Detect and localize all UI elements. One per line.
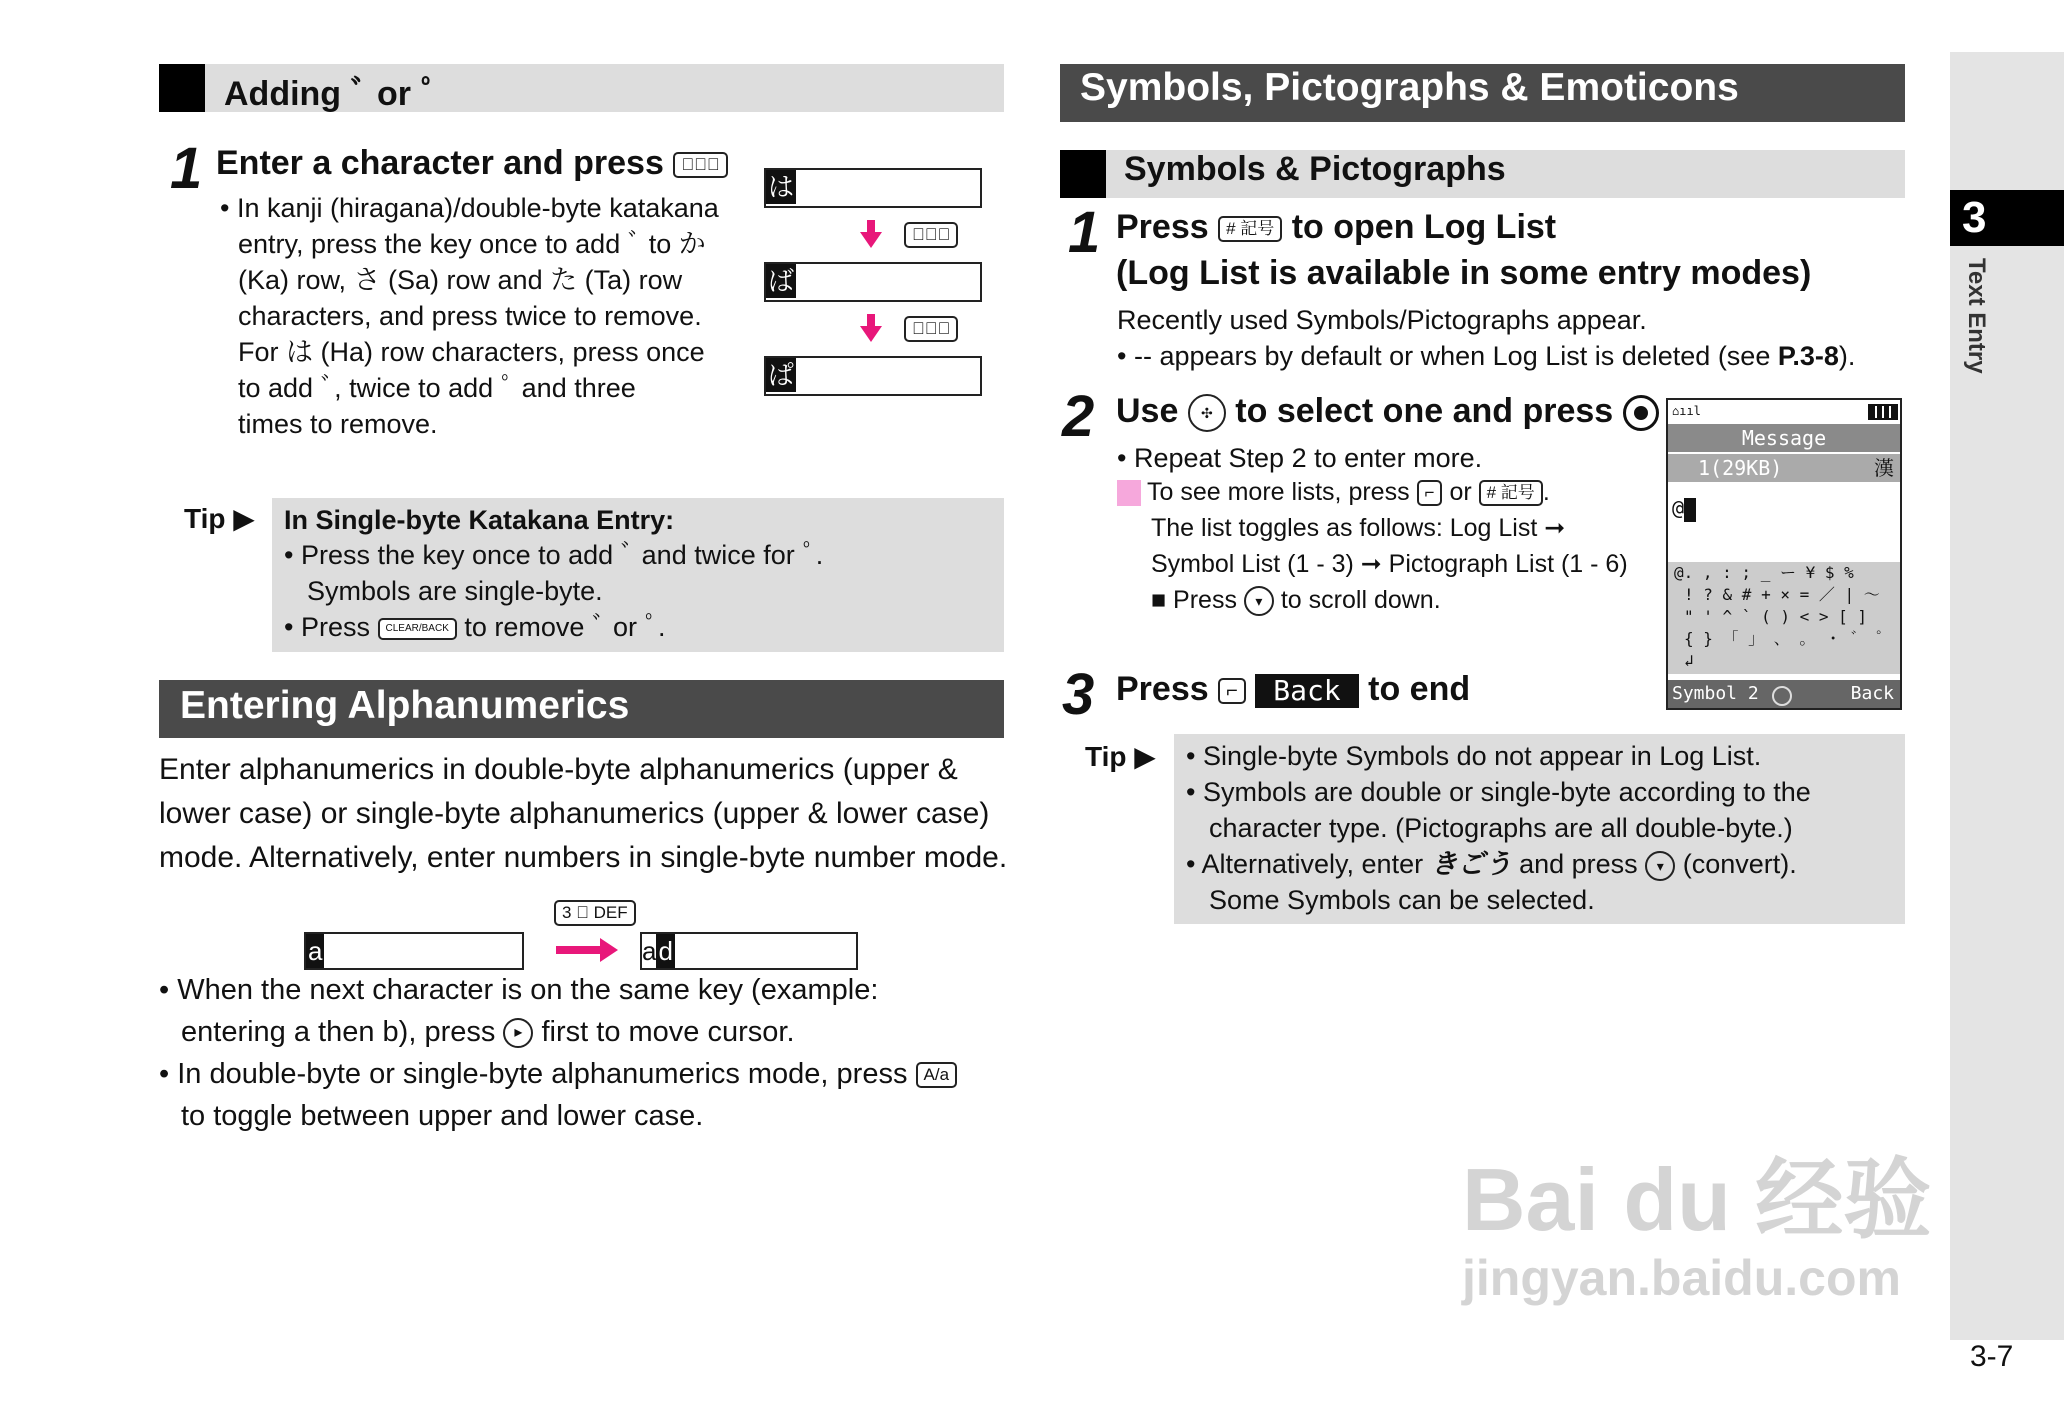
step1-text: to add ﾞ, twice to add ﾟ and three [238, 373, 636, 403]
step-title: Use ✣ to select one and press [1116, 392, 1659, 432]
grid-row: @. , : ; _ ー ¥ $ % [1674, 563, 1854, 582]
chapter-label: Text Entry [1963, 258, 1990, 374]
down-nav-icon: ▾ [1645, 851, 1675, 881]
multi-selector-icon: ✣ [1188, 394, 1226, 432]
center-key-icon [1623, 395, 1659, 431]
step-title-text: Enter a character and press [216, 144, 664, 182]
down-arrow-icon [860, 232, 882, 248]
step-title-2: (Log List is available in some entry modes) [1116, 254, 1812, 292]
step-text: • Repeat Step 2 to enter more. [1117, 443, 1483, 473]
step1-text: In kanji (hiragana)/double-byte katakana [236, 193, 719, 223]
step-text: ■ Press ▾ to scroll down. [1151, 582, 1441, 618]
size-bar: 1(29KB) 漢 [1668, 454, 1900, 482]
tip-label: Tip ▶ [184, 503, 255, 534]
softkey-center-icon [1772, 686, 1792, 706]
tip-line: Some Symbols can be selected. [1209, 885, 1595, 915]
tip-line: • Alternatively, enter きごう and press ▾ (convert). [1186, 849, 1797, 879]
step1-text: times to remove. [238, 409, 438, 439]
alpha-para-line: mode. Alternatively, enter numbers in single-byte number mode. [159, 841, 1008, 874]
softkey-left[interactable]: Symbol 2 [1672, 683, 1759, 704]
softkey-right[interactable]: Back [1850, 683, 1894, 704]
tip-title: In Single-byte Katakana Entry: [284, 505, 675, 535]
pink-marker-icon [1117, 480, 1141, 506]
alpha-bullet-cont: to toggle between upper and lower case. [181, 1100, 704, 1132]
subheading: Symbols & Pictographs [1124, 150, 1506, 188]
step-number: 2 [1062, 384, 1095, 449]
grid-row: " ' ^ ` ( ) < > [ ] [1684, 607, 1868, 626]
step-text: • -- appears by default or when Log List is deleted (see P.3-8). [1117, 341, 1856, 371]
step-text: Recently used Symbols/Pictographs appear. [1117, 305, 1647, 335]
asterisk-key-icon: ✳ﾞﾟ [904, 316, 958, 342]
step-title: Press ⌐ Back to end [1116, 670, 1471, 708]
step-title: Press # 記号 to open Log List [1116, 208, 1557, 246]
down-arrow-icon [860, 326, 882, 342]
tip-line: • Press CLEAR/BACK to remove ﾞ or ﾟ. [284, 612, 666, 642]
adding-heading: Adding ﾞ or ﾟ [224, 75, 438, 113]
char-box-ha: は [764, 168, 982, 208]
step-number: 1 [170, 136, 203, 201]
alpha-bullet: • In double-byte or single-byte alphanumerics mode, press A/a [159, 1052, 957, 1096]
step1-line-1: • In kanji (hiragana)/double-byte katakana [220, 193, 719, 223]
right-arrow-head [600, 938, 618, 962]
alpha-bullet-cont: entering a then b), press ▸ first to move cursor. [181, 1016, 795, 1048]
grid-row: ! ? & # + × = ／ | ～ [1684, 585, 1880, 604]
input-area: @ [1668, 496, 1904, 520]
asterisk-key-icon: ✳ﾞﾟ [904, 222, 958, 248]
alpha-para-line: lower case) or single-byte alphanumerics (upper & lower case) [159, 797, 990, 830]
status-bar: ⌂ııl [1668, 400, 1904, 422]
phone-screen [1666, 398, 1902, 710]
hash-key-icon: # 記号 [1218, 216, 1282, 242]
chapter-badge: 3 [1950, 190, 2064, 246]
step1-text: entry, press the key once to add ﾞ to か [238, 229, 706, 259]
alpha-para-line: Enter alphanumerics in double-byte alphanumerics (upper & [159, 753, 958, 786]
down-nav-icon: ▾ [1244, 586, 1274, 616]
step1-text: characters, and press twice to remove. [238, 301, 702, 331]
step-number: 3 [1062, 662, 1095, 727]
tip-line: character type. (Pictographs are all double-byte.) [1209, 813, 1793, 843]
case-key-icon: A/a [916, 1062, 958, 1088]
char-box-ba: ば [764, 262, 982, 302]
right-arrow-icon [556, 946, 602, 954]
header-marker [159, 64, 205, 112]
page-number: 3-7 [1970, 1340, 2014, 1373]
tip-line: • Press the key once to add ﾞ and twice for ﾟ. [284, 540, 824, 570]
alpha-box-after: ad [640, 932, 858, 970]
down-arrow-stem [867, 314, 875, 326]
asterisk-key-icon: ✳ﾞﾟ [673, 152, 727, 178]
down-arrow-stem [867, 220, 875, 232]
hash-key-icon: # 記号 [1479, 480, 1543, 506]
char-box-pa: ぱ [764, 356, 982, 396]
watermark: Bai du 经验 jingyan.baidu.com [1462, 1150, 1932, 1306]
header-marker [1060, 150, 1106, 198]
step-number: 1 [1068, 200, 1101, 265]
alpha-heading: Entering Alphanumerics [180, 684, 630, 727]
grid-row: ↲ [1684, 651, 1694, 670]
title-bar: Message [1668, 424, 1900, 452]
right-softkey-icon: ⌐ [1417, 480, 1443, 506]
symbols-heading: Symbols, Pictographs & Emoticons [1080, 66, 1739, 109]
step-text: The list toggles as follows: Log List ➞ [1151, 514, 1566, 542]
tip-line: • Symbols are double or single-byte according to the [1186, 777, 1811, 807]
right-nav-icon: ▸ [503, 1018, 533, 1048]
tip-line: Symbols are single-byte. [307, 576, 603, 606]
alpha-box-before: a [304, 932, 524, 970]
step-title [216, 144, 728, 183]
battery-icon [1868, 404, 1898, 420]
step-text: To see more lists, press ⌐ or # 記号 . [1117, 474, 1550, 510]
back-softkey-label: Back [1255, 674, 1358, 708]
symbol-grid[interactable] [1668, 562, 1900, 674]
step-text: Symbol List (1 - 3) ➞ Pictograph List (1 - 6) [1151, 550, 1628, 578]
softkey-bar [1668, 680, 1900, 708]
step1-text: (Ka) row, さ (Sa) row and た (Ta) row [238, 265, 683, 295]
step1-text: For は (Ha) row characters, press once [238, 337, 705, 367]
alpha-bullet: • When the next character is on the same key (example: [159, 974, 879, 1006]
tip-label: Tip ▶ [1085, 741, 1156, 772]
tip-line: • Single-byte Symbols do not appear in Log List. [1186, 741, 1762, 771]
clear-key-icon: CLEAR/BACK [378, 618, 457, 640]
grid-row: { } 「 」 、 。 ・ ゛ ゜ [1684, 629, 1893, 648]
key-3-def-icon: 3 ﾞ DEF [554, 900, 636, 926]
left-softkey-icon: ⌐ [1218, 678, 1246, 704]
